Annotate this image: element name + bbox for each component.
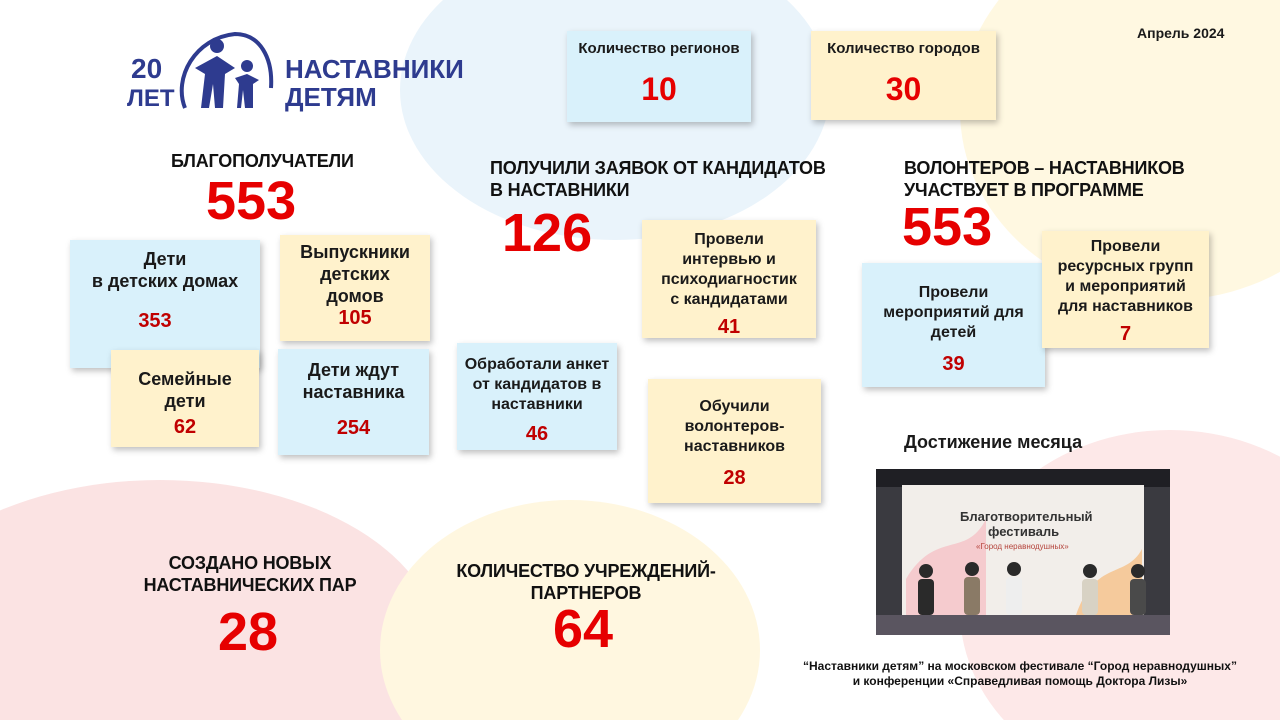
- pairs-heading-line2: НАСТАВНИЧЕСКИХ ПАР: [143, 575, 357, 595]
- kids-events-label-line3: детей: [930, 324, 977, 341]
- waiting-kids-label-line2: наставника: [302, 382, 405, 402]
- waiting-kids-value: 254: [336, 417, 371, 439]
- processed-label-line3: наставники: [491, 396, 583, 413]
- graduates-label-line2: детских: [320, 264, 390, 284]
- logo-name-line2: ДЕТЯМ: [285, 82, 377, 112]
- banner-line1: Благотворительный: [960, 509, 1093, 524]
- resource-groups-label-line2: ресурсных групп: [1057, 258, 1194, 275]
- beneficiaries-heading: БЛАГОПОЛУЧАТЕЛИ: [171, 151, 354, 171]
- partners-heading-line1: КОЛИЧЕСТВО УЧРЕЖДЕНИЙ-: [456, 561, 716, 581]
- resource-groups-label-line4: для наставников: [1057, 298, 1194, 315]
- family-kids-card: [111, 350, 259, 447]
- trained-label-line1: Обучили: [699, 398, 770, 415]
- achievement-caption-line1: “Наставники детям” на московском фестивале “Город неравнодушных”: [803, 659, 1237, 673]
- waiting-kids-label-line1: Дети ждут: [307, 360, 400, 380]
- family-kids-label-line1: Семейные: [138, 369, 232, 389]
- applications-heading-line1: ПОЛУЧИЛИ ЗАЯВОК ОТ КАНДИДАТОВ: [490, 158, 826, 178]
- processed-label-line2: от кандидатов в: [472, 376, 602, 393]
- beneficiaries-value: 553: [206, 171, 297, 231]
- processed-value: 46: [525, 423, 549, 445]
- pairs-heading-line1: СОЗДАНО НОВЫХ: [168, 553, 332, 573]
- logo-adult-body-icon: [195, 56, 235, 108]
- partners-value: 64: [553, 599, 614, 659]
- trained-label-line2: волонтеров-: [684, 418, 785, 435]
- report-date: Апрель 2024: [1137, 25, 1225, 41]
- partners-heading-line2: ПАРТНЕРОВ: [530, 583, 642, 603]
- pairs-value: 28: [218, 602, 279, 662]
- volunteers-heading: [904, 157, 1185, 201]
- achievement-heading: Достижение месяца: [904, 432, 1083, 452]
- orphanage-kids-label-line1: Дети: [143, 249, 187, 269]
- applications-value: 126: [502, 203, 593, 263]
- interviews-value: 41: [717, 316, 741, 338]
- cities-value: 30: [885, 71, 922, 107]
- graduates-label-line3: домов: [326, 286, 384, 306]
- volunteers-heading-line2: УЧАСТВУЕТ В ПРОГРАММЕ: [904, 180, 1144, 200]
- volunteers-heading-line1: ВОЛОНТЕРОВ – НАСТАВНИКОВ: [904, 158, 1185, 178]
- festival-photo-illustration: [876, 469, 1170, 635]
- logo-child-body-icon: [235, 74, 259, 108]
- processed-label-line1: Обработали анкет: [464, 356, 610, 373]
- logo-years-number: 20: [131, 53, 163, 84]
- achievement-caption-line2: и конференции «Справедливая помощь Доктора Лизы»: [852, 674, 1188, 688]
- cities-card: [811, 31, 996, 120]
- banner-line3: «Город неравнодушных»: [976, 542, 1069, 551]
- regions-card: [567, 31, 751, 122]
- orphanage-kids-card: [70, 240, 260, 368]
- orphanage-kids-label-line2: в детских домах: [91, 271, 239, 291]
- orphanage-kids-value: 353: [138, 310, 172, 332]
- achievement-photo: [876, 469, 1170, 635]
- family-kids-label-line2: дети: [164, 391, 206, 411]
- applications-heading-line2: В НАСТАВНИКИ: [490, 180, 630, 200]
- volunteers-value: 553: [902, 197, 993, 257]
- kids-events-card: [862, 263, 1045, 387]
- kids-events-label-line2: мероприятий для: [883, 304, 1024, 321]
- trained-value: 28: [723, 467, 746, 489]
- kids-events-label-line1: Провели: [918, 284, 989, 301]
- interviews-label-line4: с кандидатами: [670, 291, 788, 308]
- trained-label-line3: наставников: [684, 438, 785, 455]
- interviews-card: [642, 220, 816, 338]
- regions-label: Количество регионов: [578, 40, 740, 57]
- interviews-label-line1: Провели: [694, 231, 764, 248]
- regions-value: 10: [641, 71, 677, 107]
- logo-years-word: ЛЕТ: [127, 85, 175, 112]
- banner-line2: фестиваль: [988, 524, 1060, 539]
- cities-label: Количество городов: [827, 40, 980, 57]
- graduates-label-line1: Выпускники: [300, 242, 410, 262]
- bg-blob-pink-left: [0, 480, 440, 720]
- logo-child-head-icon: [241, 60, 253, 72]
- graduates-card: [280, 235, 430, 341]
- logo-name-line1: НАСТАВНИКИ: [285, 54, 464, 84]
- trained-card: [648, 379, 821, 503]
- family-kids-value: 62: [173, 416, 197, 438]
- achievement-caption: [800, 659, 1240, 689]
- partners-heading: [445, 560, 727, 604]
- resource-groups-label-line1: Провели: [1090, 238, 1161, 255]
- resource-groups-value: 7: [1119, 323, 1132, 345]
- waiting-kids-card: [278, 349, 429, 455]
- processed-card: [457, 343, 617, 450]
- pairs-heading: [135, 552, 365, 596]
- logo-adult-head-icon: [210, 39, 224, 53]
- resource-groups-label-line3: и мероприятий: [1065, 278, 1186, 295]
- logo: [125, 28, 465, 118]
- applications-heading: [490, 157, 826, 201]
- interviews-label-line2: интервью и: [682, 251, 776, 268]
- kids-events-value: 39: [942, 353, 965, 375]
- interviews-label-line3: психодиагностик: [661, 271, 797, 288]
- resource-groups-card: [1042, 231, 1209, 348]
- graduates-value: 105: [338, 307, 372, 329]
